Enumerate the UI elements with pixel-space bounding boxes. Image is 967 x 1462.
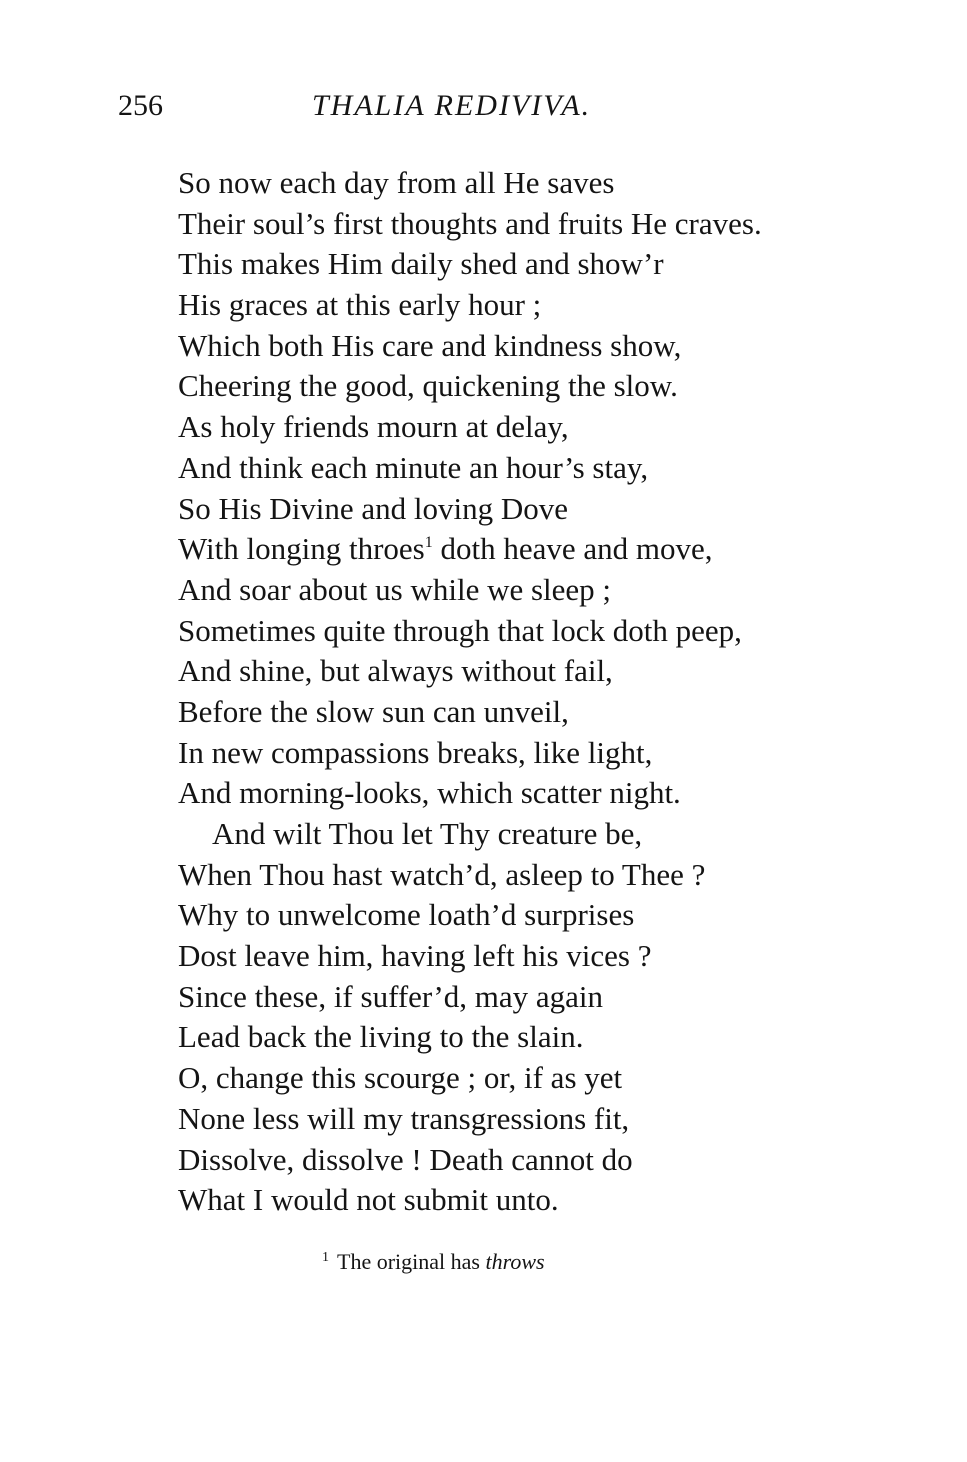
verse-line: Dissolve, dissolve ! Death cannot do <box>178 1141 633 1177</box>
footnote-text: The original has <box>337 1249 486 1274</box>
running-title: THALIA REDIVIVA. <box>312 89 592 122</box>
poem-body <box>178 163 898 1221</box>
verse-line: Before the slow sun can unveil, <box>178 693 569 729</box>
verse-line: What I would not submit unto. <box>178 1182 559 1218</box>
verse-line: His graces at this early hour ; <box>178 287 542 323</box>
verse-line: So now each day from all He saves <box>178 165 615 200</box>
verse-line: And shine, but always without fail, <box>178 653 613 689</box>
verse-line-with-footnote <box>178 529 898 570</box>
verse-line: And morning-looks, which scatter night. <box>178 775 681 811</box>
verse-line: So His Divine and loving Dove <box>178 490 569 526</box>
verse-text: With longing throes <box>178 531 425 567</box>
verse-line: Why to unwelcome loath’d surprises <box>178 897 635 933</box>
verse-line: Their soul’s first thoughts and fruits He craves. <box>178 205 762 241</box>
verse-line: And think each minute an hour’s stay, <box>178 449 649 485</box>
verse-line-indented: And wilt Thou let Thy creature be, <box>212 816 643 851</box>
verse-text: doth heave and move, <box>432 531 713 567</box>
footnote-number: 1 <box>322 1250 329 1265</box>
verse-line: Which both His care and kindness show, <box>178 327 682 363</box>
verse-line: O, change this scourge ; or, if as yet <box>178 1060 623 1096</box>
footnote-emphasis: throws <box>485 1249 545 1274</box>
verse-line: And soar about us while we sleep ; <box>178 571 612 607</box>
verse-line: Cheering the good, quickening the slow. <box>178 368 678 404</box>
verse-line: None less will my transgressions fit, <box>178 1100 630 1136</box>
verse-line: This makes Him daily shed and show’r <box>178 246 664 282</box>
page-number: 256 <box>118 89 163 122</box>
verse-line: In new compassions breaks, like light, <box>178 734 653 770</box>
verse-line: Sometimes quite through that lock doth peep, <box>178 612 742 648</box>
verse-line: As holy friends mourn at delay, <box>178 409 569 445</box>
verse-line: Lead back the living to the slain. <box>178 1019 584 1055</box>
page-header <box>118 86 698 126</box>
footnote-reference: 1 <box>424 534 433 552</box>
verse-line: When Thou hast watch’d, asleep to Thee ? <box>178 856 706 892</box>
verse-line: Since these, if suffer’d, may again <box>178 978 603 1014</box>
verse-line: Dost leave him, having left his vices ? <box>178 938 652 974</box>
footnote <box>322 1243 545 1277</box>
